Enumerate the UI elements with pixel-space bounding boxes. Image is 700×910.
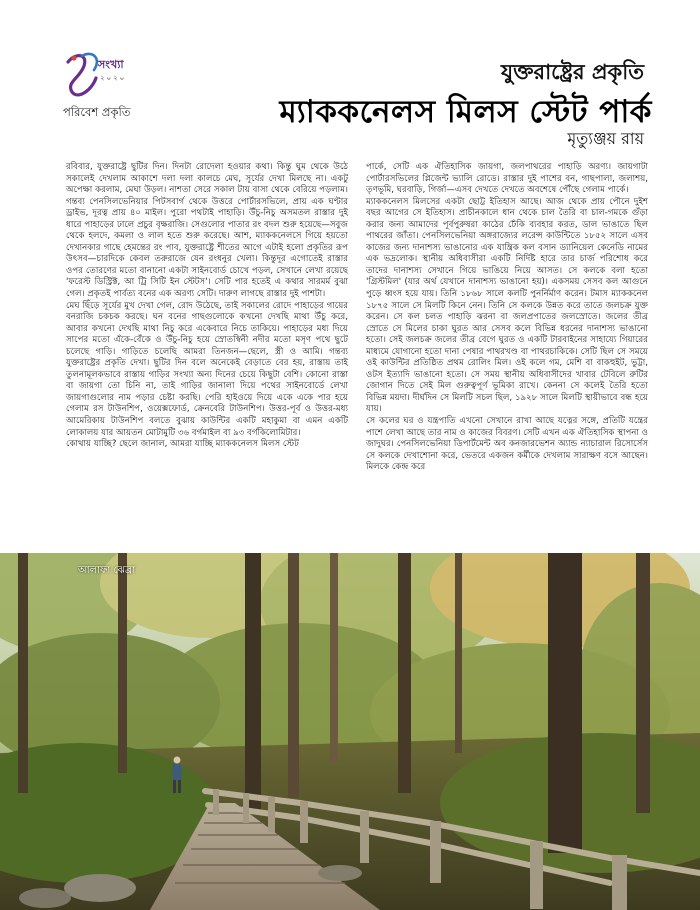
body-paragraph: কোথায় যাচ্ছি? ছেলে জানাল, আমরা যাচ্ছি ম্যাককনেলস মিলস স্টেট: [66, 439, 299, 450]
article-headline: ম্যাককনেলস মিলস স্টেট পার্ক: [279, 94, 652, 130]
body-column-left: [66, 162, 348, 451]
photo-credit: আলাফা ঝেব্রা: [78, 565, 136, 576]
article-byline: মৃত্যুঞ্জয় রায়: [567, 129, 644, 148]
section-tag: পরিবেশ প্রকৃতি: [63, 105, 131, 119]
body-column-right: [366, 162, 648, 474]
body-paragraph: ম্যাককনেলস মিলসের একটা ছোট্ট ইতিহাস আছে। আজ থেকে প্রায় পৌনে দুইশ বছর আগের সে ইতিহাস। প্রাচীনকালে ধান থেকে চাল তৈরি বা চাল-গমকে গুঁড়া করার জন্য আমাদের পূর্বপুরুষরা কাঠের ঢেঁকি ব্যবহার করত, ডাল ভাঙাতে ছিল পাথরের জাঁতা। পেনসিলভেনিয়া অঙ্গরাজ্যের লরেন্স কাউন্টিতে ১৮৫২ সালে এসব কাজের জন্য দানাশস্য ভাঙানোর এক যান্ত্রিক কল বসান ড্যানিয়েল কেনেডি নামের এক ভদ্রলোক। স্থানীয় অধিবাসীরা একটি নির্দিষ্ট হারে তার চার্জ পরিশোধ করে তাদের দানাশস্য সেখানে গিয়ে ভাঙিয়ে নিয়ে আসত। সে কলকে বলা হতো 'গ্রিস্টমিল' (যার অর্থ যেখানে দানাশস্য ভাঙানো হয়)। একসময় সেসব কল আগুনে পুড়ে ধ্বংস হয়ে যায়। তিনি ১৮৬৮ সালে কলটি পুনর্নির্মাণ করেন। টমাস ম্যাককনেল ১৮৭৫ সালে সে মিলটি কিনে নেন। তিনি সে কলকে উন্নত করে তাতে জলচক্র যুক্ত করেন। সে কল চলত পাহাড়ি ঝরনা বা জলপ্রপাতের জলস্রোতে। জলের তীব্র স্রোতে সে মিলের চাকা ঘুরত আর সেসব কলে বিভিন্ন ধরনের দানাশস্য ভাঙানো হতো। সেই জলচক্র জলের তীব্র বেগে ঘুরত ও একটি টারবাইনের সাহায্যে গিয়ারের মাধ্যমে যোগানো হতো দানা পেষার পাথরখণ্ড বা পাথরচাকিকে। সেটি ছিল সে সময়ে ওই কাউন্টির প্রতিষ্ঠিত প্রথম রোলিং মিল। ওই কলে গম, মেশি বা বাকহুইট, ভুট্টা, ওটস ইত্যাদি ভাঙানো হতো। সে সময় স্থানীয় অধিবাসীদের খাবার টেবিলে রুটির জোগান দিতে সেই মিল গুরুত্বপূর্ণ ভূমিকা রাখে। কেননা সে কলেই তৈরি হতো বিভিন্ন ময়দা। দীর্ঘদিন সে মিলটি সচল ছিল, ১৯২৮ সালে মিলটি স্থায়ীভাবে বন্ধ হয়ে যায়।: [366, 196, 648, 415]
logo-label: সংখ্যা: [98, 58, 124, 71]
body-paragraph: মেঘ ছিঁড়ে সূর্যের মুখ দেখা গেল, রোদ উঠেছে, তাই সকালের রোদে পাহাড়ের গায়ের বনরাজি চকচক করছে। ঘন বনের গাছগুলোকে কখনো দেখছি মাথা উঁচু করে, আবার কখনো দেখছি মাথা নিচু করে একেবারে নিচে তাকিয়ে। পাহাড়ের মধ্য দিয়ে সাপের মতো এঁকে-বেঁকে ও উঁচু-নিচু হয়ে স্রোতস্বিনী নদীর মতো মসৃণ পথে ছুটে চলেছে গাড়ি। গাড়িতে চলেছি আমরা তিনজন—ছেলে, স্ত্রী ও আমি। গন্তব্য যুক্তরাষ্ট্রের প্রকৃতি দেখা। ছুটির দিন বলে অনেকেই বেড়াতে বের হয়, রাস্তায় তাই তুলনামূলকভাবে রাস্তায় গাড়ির সংখ্যা অন্য দিনের চেয়ে কিছুটা বেশি। কোনো রাস্তা বা জায়গা তো চিনি না, তাই গাড়ির জানালা দিয়ে পথের সাইনবোর্ডে লেখা জায়গাগুলোর নাম পড়ার চেষ্টা করছি। পেরি হাইওয়ে দিয়ে একে একে পার হয়ে গেলাম রস টাউনশিপ, ওয়েক্সফোর্ড, ক্রেনবেরি টাউনশিপ। উত্তর-পূর্ব ও উত্তর-মধ্য আমেরিকায় টাউনশিপ বলতে বুঝায় কাউন্টির একটি মহাকুমা বা এমন একটি লোকালয় যার আয়তন মোটামুটি ৩৬ বর্গমাইল বা ৯৩ বর্গকিলোমিটার।: [66, 300, 348, 438]
body-paragraph: রবিবার, যুক্তরাষ্ট্রে ছুটির দিন। দিনটা রোদেলা হওয়ার কথা। কিন্তু ঘুম থেকে উঠে সকালেই দেখলাম আকাশে দলা দলা কালচে মেঘ, সূর্যের দেখা মিলছে না। একটু অপেক্ষা করলাম, মেঘা উড়ল। নাশতা সেরে সকাল টায় বাসা থেকে বেরিয়ে পড়লাম। গন্তব্য পেনসিলভেনিয়ার পিটসবার্গ থেকে উত্তরে পোর্টারসভিলে, প্রায় এক ঘণ্টার ড্রাইভ, দূরত্ব প্রায় ৪০ মাইল। পুরো পথটাই পাহাড়ি। উঁচু-নিচু অসমতল রাস্তার দুই ধারে পাহাড়ের ঢালে প্রচুর বৃক্ষরাজি। সেগুলোর পাতার রং বদল শুরু হয়েছে—সবুজ থেকে হলদে, কমলা ও লাল হতে শুরু করেছে। আশ, ম্যাককনেলসে গিয়ে হয়তো দেখানকার গাছে হেমন্তের রং পাব, যুক্তরাষ্ট্রে শীতের আগে এটাই হলো প্রকৃতির রূপ উৎসব—চারদিকে কেবল তরুরাজে যেন রংধনুর খেলা। কিন্তুদূর এগোতেই রাস্তার ওপর তোরণের মতো বানানো একটা সাইনবোর্ড চোখে পড়ল, সেখানে লেখা রয়েছে 'ফরেস্ট ডিস্ট্রিক্ট, আ ট্রি সিটি ইন স্টেটস'। সেটি পার হতেই এ কথার সারমর্ম বুঝা গেল। প্রকৃতই পার্বত্য বনের এক অরণ্য সেটি। দারুণ লাগছে রাস্তার দুই পাশটা।: [66, 162, 348, 300]
logo-year: ২০২০: [100, 74, 127, 82]
body-paragraph: পার্কে, সেটি এক ঐতিহাসিক জায়গা, জলপাথরের পাহাড়ি অরণ্য। জায়গাটা পোর্টারসভিলের প্লিজেন্ট ভ্যালি রোডে। রাস্তার দুই পাশের বন, গাছপালা, জলাশয়, তৃণভূমি, ঘরবাড়ি, গির্জা—এসব দেখতে দেখতে অবশেষে পৌঁছে গেলাম পার্কে।: [366, 162, 648, 196]
forest-trail-photo: [0, 553, 700, 910]
body-paragraph: সে কলের ঘর ও যন্ত্রপাতি এখনো সেখানে রাখা আছে যত্নের সঙ্গে, প্রতিটি যন্ত্রের পাশে লেখা আছে তার নাম ও কাজের বিবরণ। সেটি এখন এক ঐতিহাসিক স্থাপনা ও জাদুঘর। পেনসিলভেনিয়া ডিপার্টমেন্ট অব কনজারভেশন অ্যান্ড ন্যাচারাল রিসোর্সেস সে কলকে দেখাশোনা করে, ভেতরে একজন কর্মীকে দেখলাম সারাক্ষণ বসে আছেন। মিলকে কেন্দ্র করে: [366, 416, 648, 473]
article-kicker: যুক্তরাষ্ট্রের প্রকৃতি: [501, 60, 644, 84]
